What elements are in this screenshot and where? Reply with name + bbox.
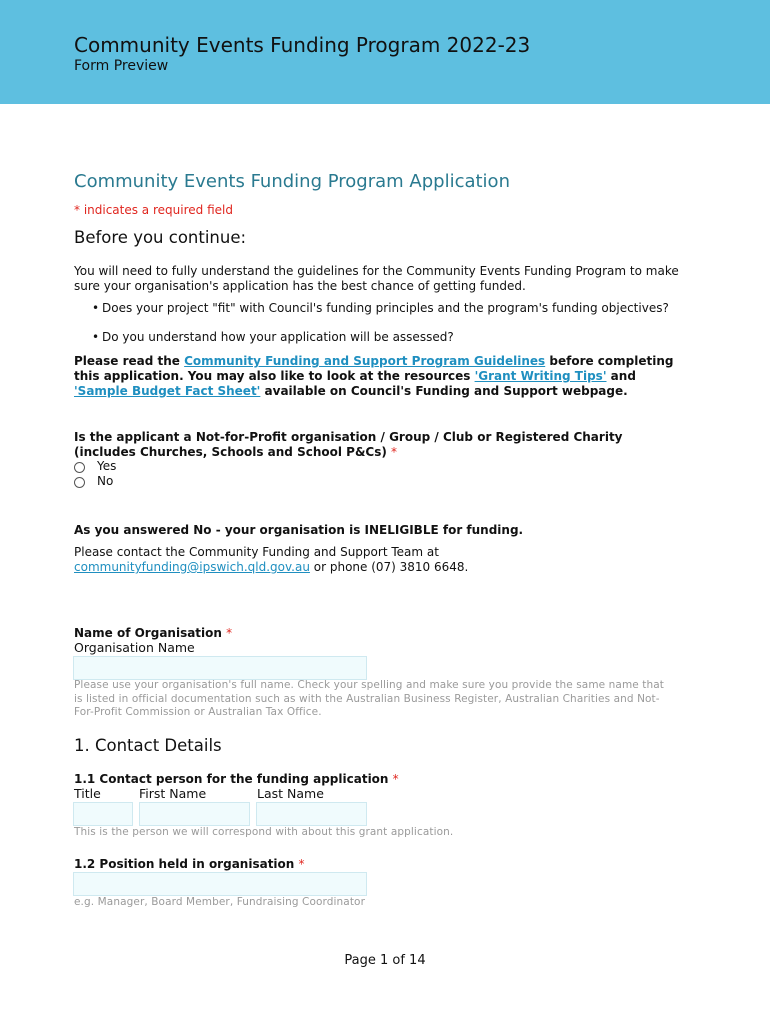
grant-writing-tips-link[interactable]: 'Grant Writing Tips' (474, 369, 607, 383)
nfp-question: Is the applicant a Not-for-Profit organisation / Group / Club or Registered Charity (includes Churches, Schools and School P&Cs) * (74, 430, 623, 459)
ineligible-message: As you answered No - your organisation is INELIGIBLE for funding. (74, 523, 524, 537)
page-subtitle: Form Preview (74, 58, 169, 74)
org-sublabel: Organisation Name (74, 640, 195, 655)
page-number: Page 1 of 14 (344, 953, 426, 968)
contact-person-label: 1.1 Contact person for the funding application * (74, 772, 399, 786)
radio-yes[interactable] (74, 462, 85, 473)
first-name-label: First Name (139, 786, 207, 801)
section-contact-details: 1. Contact Details (74, 736, 222, 755)
bullet-item: • Do you understand how your application will be assessed? (92, 330, 454, 344)
before-heading: Before you continue: (74, 228, 247, 247)
required-note: * indicates a required field (74, 203, 233, 217)
first-name-input[interactable] (139, 802, 250, 826)
contact-email-link[interactable]: communityfunding@ipswich.qld.gov.au (74, 560, 310, 574)
page-title: Community Events Funding Program 2022-23 (74, 33, 531, 57)
intro-paragraph: You will need to fully understand the guidelines for the Community Events Funding Program to make sure your organisation's application has the best chance of getting funded. (74, 264, 679, 293)
radio-yes-label: Yes (97, 459, 117, 473)
last-name-label: Last Name (257, 786, 324, 801)
org-hint: Please use your organisation's full name. Check your spelling and make sure you provide the same name that is listed in official documentation such as with the Australian Business Register, Australian Charities and Not-For-Profit Commission or Australian Tax Office. (74, 679, 664, 718)
organisation-name-input[interactable] (73, 656, 367, 680)
title-input[interactable] (73, 802, 133, 826)
contact-paragraph: Please contact the Community Funding and Support Team at communityfunding@ipswich.qld.gov.au or phone (07) 3810 6648. (74, 545, 469, 574)
radio-no[interactable] (74, 477, 85, 488)
sample-budget-link[interactable]: 'Sample Budget Fact Sheet' (74, 384, 261, 398)
position-input[interactable] (73, 872, 367, 896)
guidelines-link[interactable]: Community Funding and Support Program Guidelines (184, 354, 546, 368)
contact-person-hint: This is the person we will correspond with about this grant application. (74, 826, 454, 838)
last-name-input[interactable] (256, 802, 367, 826)
position-label: 1.2 Position held in organisation * (74, 857, 305, 871)
guidelines-paragraph: Please read the Community Funding and Support Program Guidelines before completing this application. You may also like to look at the resources 'Grant Writing Tips' and 'Sample Budget Fact Sheet' available on Council's Funding and Support webpage. (74, 354, 674, 398)
form-title: Community Events Funding Program Application (74, 171, 510, 192)
header-banner (0, 0, 770, 104)
org-label: Name of Organisation * (74, 626, 233, 640)
position-hint: e.g. Manager, Board Member, Fundraising Coordinator (74, 896, 365, 908)
radio-no-label: No (97, 474, 114, 488)
title-label: Title (74, 786, 101, 801)
bullet-item: • Does your project "fit" with Council's funding principles and the program's funding objectives? (92, 301, 669, 315)
required-star: * (391, 445, 398, 459)
